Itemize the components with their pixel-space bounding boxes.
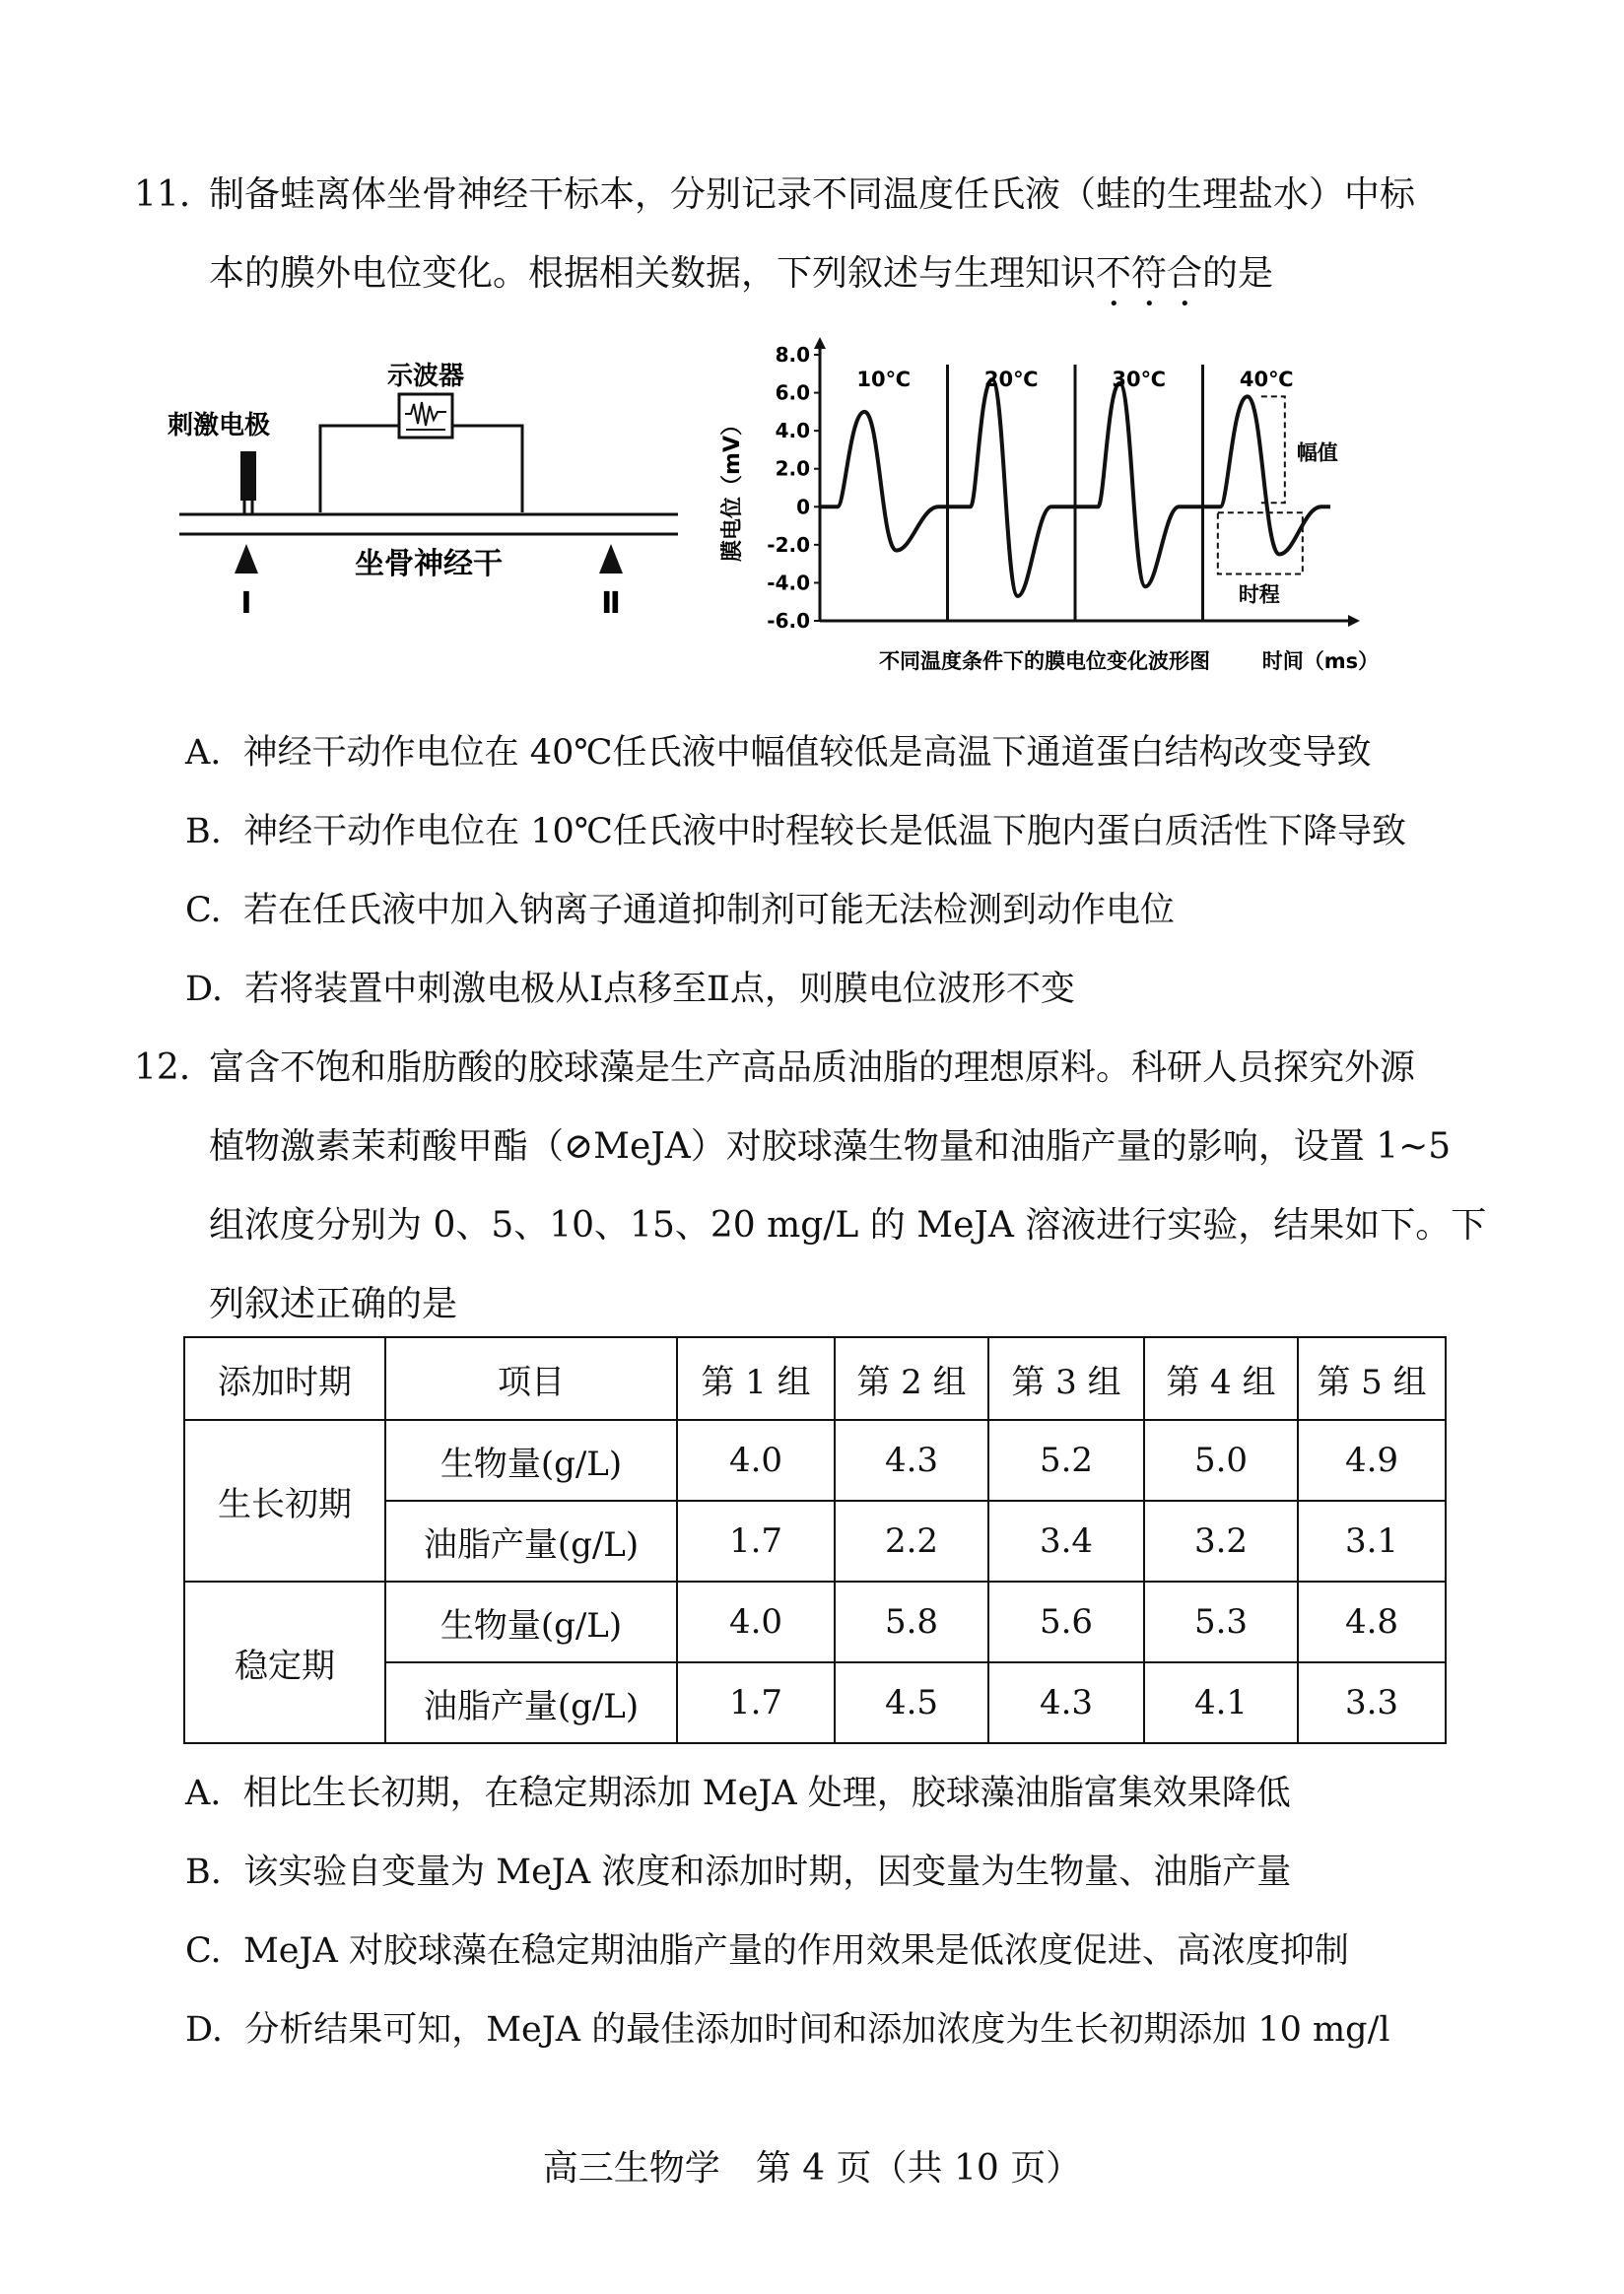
table-item-cell: 生物量(g/L) [385,1420,677,1501]
q12-option-b[interactable] [185,1849,1291,1896]
table-cell: 3.4 [988,1501,1144,1582]
stimulus-electrode-label: 刺激电极 [168,411,271,440]
option-text: 若将装置中刺激电极从Ⅰ点移至Ⅱ点，则膜电位波形不变 [244,970,1075,1009]
table-cell: 2.2 [835,1501,988,1582]
y-tick-label: 4.0 [775,419,810,443]
option-text: 若在任氏液中加入钠离子通道抑制剂可能无法检测到动作电位 [242,891,1175,930]
table-cell: 3.2 [1144,1501,1298,1582]
q12-stem-line3: 组浓度分别为 0、5、10、15、20 mg/L 的 MeJA 溶液进行实验，结果如下。下 [209,1205,1487,1246]
oscilloscope-label: 示波器 [386,362,465,391]
q11-stem-line2-post: 的是 [1202,253,1274,294]
q12-option-a[interactable] [185,1770,1291,1817]
table-cell: 3.1 [1298,1501,1446,1582]
q11-apparatus-diagram [168,355,690,631]
q12-results-table [183,1336,1447,1744]
temp-label: 40℃ [1239,368,1294,391]
table-header-cell: 第 4 组 [1144,1337,1298,1420]
point-1-label: Ⅰ [240,586,252,621]
table-cell: 4.3 [988,1662,1144,1743]
table-cell: 1.7 [677,1662,835,1743]
x-axis-arrow-icon [1348,615,1360,627]
table-cell: 4.5 [835,1662,988,1743]
q11-option-a[interactable] [185,729,1372,776]
q12-stem-line2: 植物激素茉莉酸甲酯（⊘MeJA）对胶球藻生物量和油脂产量的影响，设置 1~5 [209,1126,1452,1167]
table-cell: 5.3 [1144,1582,1298,1662]
option-label: A. [185,1774,222,1813]
point-2-label: Ⅱ [601,586,621,621]
table-cell: 4.0 [677,1420,835,1501]
table-cell: 5.6 [988,1582,1144,1662]
table-cell: 5.8 [835,1582,988,1662]
q11-membrane-potential-chart [710,335,1419,680]
option-label: D. [185,970,223,1009]
y-tick-label: -6.0 [767,609,810,633]
option-text: 相比生长初期，在稳定期添加 MeJA 处理，胶球藻油脂富集效果降低 [242,1774,1291,1813]
table-period-cell: 生长初期 [184,1420,385,1582]
duration-label: 时程 [1238,582,1280,607]
y-tick-label: -2.0 [767,532,810,557]
point-1-triangle-icon [235,544,258,574]
option-label: B. [185,812,222,851]
table-cell: 4.1 [1144,1662,1298,1743]
option-text: 神经干动作电位在 10℃任氏液中时程较长是低温下胞内蛋白质活性下降导致 [243,812,1406,851]
q11-number: 11. [134,174,191,215]
q11-emphasis-not-matching: 不符合 [1096,253,1203,294]
chart-title: 不同温度条件下的膜电位变化波形图 [879,649,1210,673]
y-tick-label: 0 [796,495,810,519]
temp-label: 30℃ [1112,368,1167,391]
table-cell: 3.3 [1298,1662,1446,1743]
sciatic-nerve-label: 坐骨神经干 [355,547,503,581]
table-header-cell: 第 2 组 [835,1337,988,1420]
q12-stem-line1: 富含不饱和脂肪酸的胶球藻是生产高品质油脂的理想原料。科研人员探究外源 [209,1047,1416,1088]
table-header-cell: 第 3 组 [988,1337,1144,1420]
table-cell: 4.0 [677,1582,835,1662]
table-row [184,1582,1446,1662]
y-tick-label: -4.0 [767,571,810,595]
table-period-cell: 稳定期 [184,1582,385,1743]
amplitude-label: 幅值 [1296,440,1338,465]
table-cell: 1.7 [677,1501,835,1582]
temp-label: 20℃ [983,368,1039,391]
q11-stem-line2-pre: 本的膜外电位变化。根据相关数据，下列叙述与生理知识 [209,253,1097,294]
table-cell: 5.0 [1144,1420,1298,1501]
point-2-triangle-icon [599,544,623,574]
option-text: 该实验自变量为 MeJA 浓度和添加时期，因变量为生物量、油脂产量 [243,1853,1292,1892]
q12-option-c[interactable] [185,1927,1349,1975]
q11-stem-line2 [209,250,1273,314]
table-header-cell: 第 1 组 [677,1337,835,1420]
y-tick-label: 6.0 [775,380,810,405]
table-cell: 5.2 [988,1420,1144,1501]
wave-40℃ [1203,396,1331,554]
option-text: 神经干动作电位在 40℃任氏液中幅值较低是高温下通道蛋白结构改变导致 [242,733,1372,773]
wave-20℃ [948,379,1076,596]
option-text: MeJA 对胶球藻在稳定期油脂产量的作用效果是低浓度促进、高浓度抑制 [242,1931,1349,1971]
table-item-cell: 生物量(g/L) [385,1582,677,1662]
option-label: A. [185,733,222,773]
q12-stem-line4: 列叙述正确的是 [209,1284,458,1324]
temp-label: 10℃ [856,368,912,391]
option-label: C. [185,1931,222,1971]
table-cell: 4.3 [835,1420,988,1501]
option-label: C. [185,891,222,930]
wave-10℃ [820,412,948,551]
y-tick-label: 8.0 [775,343,810,367]
oscilloscope-icon [399,394,452,438]
table-cell: 4.9 [1298,1420,1446,1501]
option-label: B. [185,1853,222,1892]
table-header-row [184,1337,1446,1420]
q11-option-c[interactable] [185,887,1175,934]
x-axis-label: 时间（ms） [1261,649,1380,673]
stimulus-electrode-icon [240,451,256,501]
table-row [184,1420,1446,1501]
option-text: 分析结果可知，MeJA 的最佳添加时间和添加浓度为生长初期添加 10 mg/l [244,2010,1390,2050]
q11-option-b[interactable] [185,808,1406,855]
table-header-cell: 第 5 组 [1298,1337,1446,1420]
y-axis-label: 膜电位（mV） [720,414,745,562]
q12-option-d[interactable] [185,2006,1390,2054]
table-item-cell: 油脂产量(g/L) [385,1501,677,1582]
q11-stem-line1: 制备蛙离体坐骨神经干标本，分别记录不同温度任氏液（蛙的生理盐水）中标 [209,174,1416,215]
table-cell: 4.8 [1298,1582,1446,1662]
table-header-cell: 项目 [385,1337,677,1420]
wave-30℃ [1075,383,1203,586]
table-item-cell: 油脂产量(g/L) [385,1662,677,1743]
q12-number: 12. [134,1047,191,1088]
y-axis-arrow-icon [814,337,826,349]
option-label: D. [185,2010,223,2050]
q11-option-d[interactable] [185,966,1075,1013]
page-footer: 高三生物学 第 4 页（共 10 页） [542,2148,1082,2189]
y-tick-label: 2.0 [775,456,810,481]
table-header-cell: 添加时期 [184,1337,385,1420]
